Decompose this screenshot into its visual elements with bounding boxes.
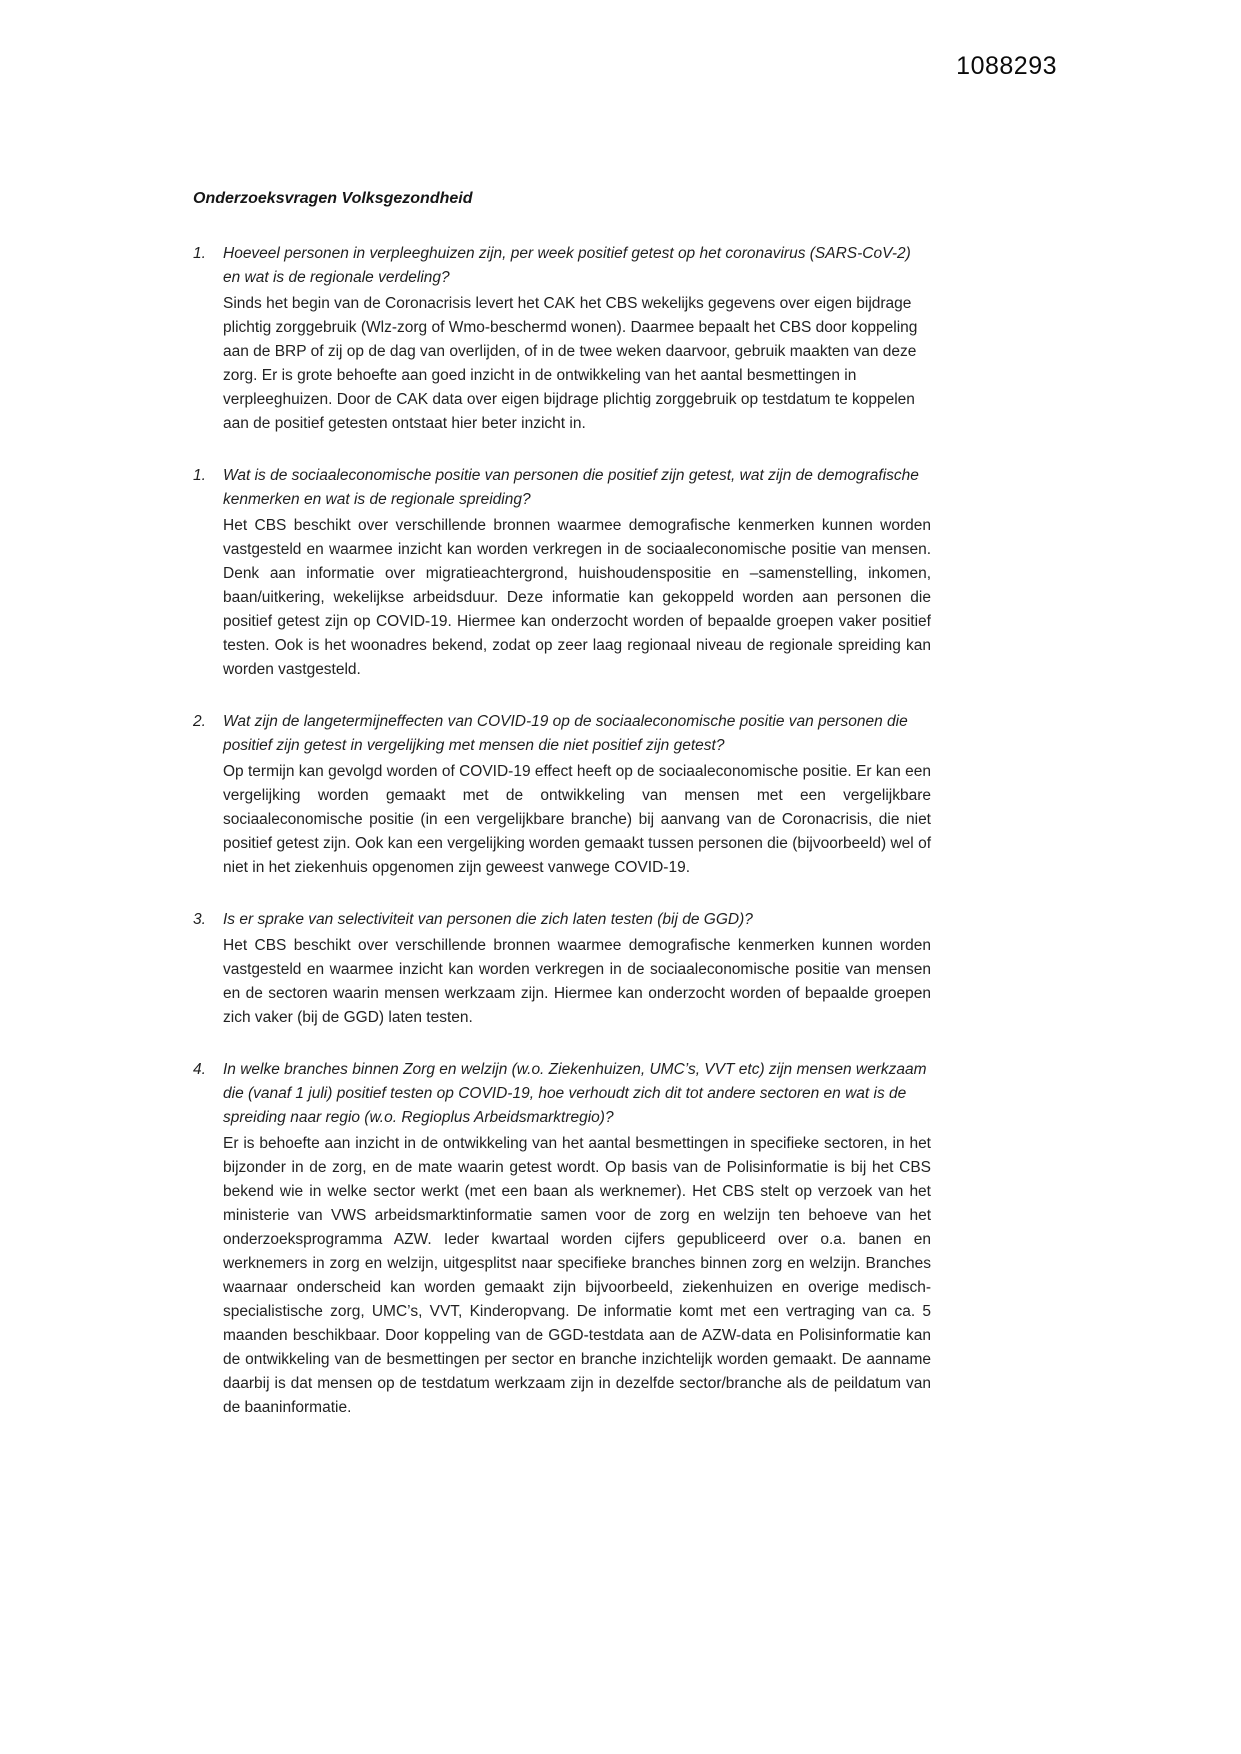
item-question: Wat zijn de langetermijneffecten van COVID-19 op de sociaaleconomische positie van personen die positief zijn getest in vergelijking met mensen die niet positief zijn getest?: [223, 713, 908, 754]
item-question: Hoeveel personen in verpleeghuizen zijn, per week positief getest op het coronavirus (SARS-CoV-2) en wat is de regionale verdeling?: [223, 245, 911, 286]
research-item: [193, 1058, 931, 1420]
research-item: [193, 710, 931, 880]
research-item: [193, 464, 931, 682]
item-body: Er is behoefte aan inzicht in de ontwikkeling van het aantal besmettingen in specifieke sectoren, in het bijzonder in de zorg, en de mate waarin getest wordt. Op basis van de Polisinformatie is bij het CBS bekend wie in welke sector werkt (met een baan als werknemer). Het CBS stelt op verzoek van het ministerie van VWS arbeidsmarktinformatie samen voor de zorg en welzijn ten behoeve van het onderzoeksprogramma AZW. Ieder kwartaal worden cijfers gepubliceerd over o.a. banen en werknemers in zorg en welzijn, uitgesplitst naar specifieke branches binnen zorg en welzijn. Branches waarnaar onderscheid kan worden gemaakt zijn bijvoorbeeld, ziekenhuizen en overige medisch-specialistische zorg, UMC’s, VVT, Kinderopvang. De informatie komt met een vertraging van ca. 5 maanden beschikbaar. Door koppeling van de GGD-testdata aan de AZW-data en Polisinformatie kan de ontwikkeling van de besmettingen per sector en branche inzichtelijk worden gemaakt. De aanname daarbij is dat mensen op de testdatum werkzaam zijn in dezelfde sector/branche als de peildatum van de baaninformatie.: [223, 1135, 931, 1416]
item-body: Sinds het begin van de Coronacrisis levert het CAK het CBS wekelijks gegevens over eigen bijdrage plichtig zorggebruik (Wlz-zorg of Wmo-beschermd wonen). Daarmee bepaalt het CBS door koppeling aan de BRP of zij op de dag van overlijden, of in de twee weken daarvoor, gebruik maakten van deze zorg. Er is grote behoefte aan goed inzicht in de ontwikkeling van het aantal besmettingen in verpleeghuizen. Door de CAK data over eigen bijdrage plichtig zorggebruik op testdatum te koppelen aan de positief getesten ontstaat hier beter inzicht in.: [223, 295, 918, 432]
item-content: [223, 908, 931, 1030]
item-question: Is er sprake van selectiviteit van personen die zich laten testen (bij de GGD)?: [223, 911, 753, 928]
doc-number: 1088293: [956, 52, 1057, 80]
research-item: [193, 908, 931, 1030]
item-number: 1.: [193, 245, 206, 262]
item-body: Het CBS beschikt over verschillende bronnen waarmee demografische kenmerken kunnen worden vastgesteld en waarmee inzicht kan worden verkregen in de sociaaleconomische positie van mensen. Denk aan informatie over migratieachtergrond, huishoudenspositie en –samenstelling, inkomen, baan/uitkering, wekelijkse arbeidsduur. Deze informatie kan gekoppeld worden aan personen die positief getest zijn op COVID-19. Hiermee kan onderzocht worden of bepaalde groepen vaker positief testen. Ook is het woonadres bekend, zodat op zeer laag regionaal niveau de regionale spreiding kan worden vastgesteld.: [223, 517, 931, 678]
item-content: [223, 242, 931, 436]
item-content: [223, 1058, 931, 1420]
item-body: Het CBS beschikt over verschillende bronnen waarmee demografische kenmerken kunnen worden vastgesteld en waarmee inzicht kan worden verkregen in de sociaaleconomische positie van mensen en de sectoren waarin mensen werkzaam zijn. Hiermee kan onderzocht worden of bepaalde groepen zich vaker (bij de GGD) laten testen.: [223, 937, 931, 1026]
page-title: Onderzoeksvragen Volksgezondheid: [193, 190, 473, 207]
item-number: 2.: [193, 713, 206, 730]
item-body: Op termijn kan gevolgd worden of COVID-19 effect heeft op de sociaaleconomische positie. Er kan een vergelijking worden gemaakt met de ontwikkeling van mensen met een vergelijkbare sociaaleconomische positie (in een vergelijkbare branche) bij aanvang van de Coronacrisis, die niet positief getest zijn. Ook kan een vergelijking worden gemaakt tussen personen die (bijvoorbeeld) wel of niet in het ziekenhuis opgenomen zijn geweest vanwege COVID-19.: [223, 763, 931, 876]
item-number: 4.: [193, 1061, 206, 1078]
item-question: Wat is de sociaaleconomische positie van personen die positief zijn getest, wat zijn de demografische kenmerken en wat is de regionale spreiding?: [223, 467, 919, 508]
item-content: [223, 464, 931, 682]
document-content: [193, 190, 931, 1448]
item-question: In welke branches binnen Zorg en welzijn (w.o. Ziekenhuizen, UMC’s, VVT etc) zijn mensen werkzaam die (vanaf 1 juli) positief testen op COVID-19, hoe verhoudt zich dit tot andere sectoren en wat is de spreiding naar regio (w.o. Regioplus Arbeidsmarktregio)?: [223, 1061, 927, 1126]
item-number: 3.: [193, 911, 206, 928]
item-content: [223, 710, 931, 880]
research-item: [193, 242, 931, 436]
item-number: 1.: [193, 467, 206, 484]
